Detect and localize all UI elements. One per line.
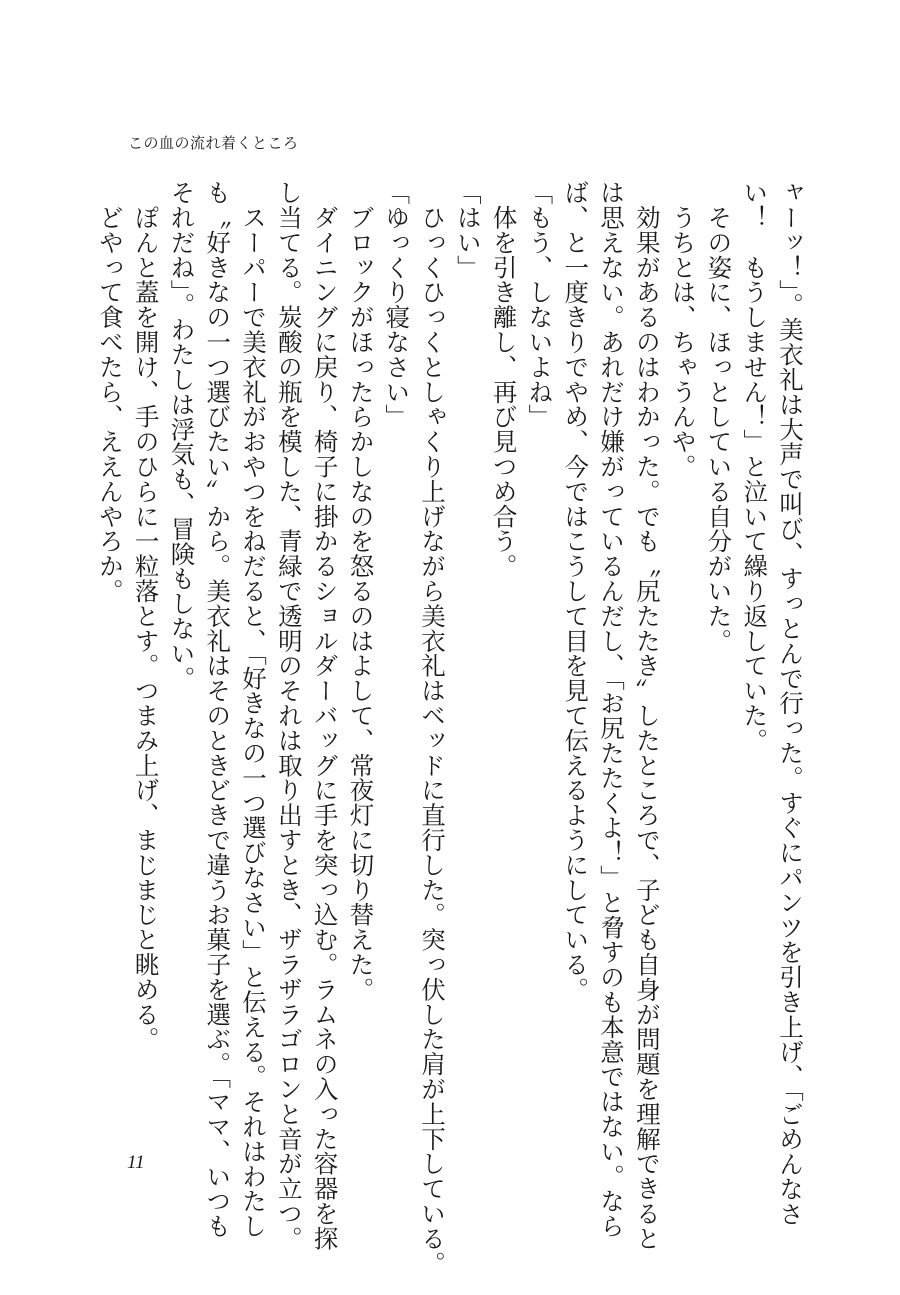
text-line: ダイニングに戻り、椅子に掛かるショルダーバッグに手を突っ込む。ラムネの入った容器を探 bbox=[310, 180, 340, 1251]
text-line: し当てる。炭酸の瓶を模した、青緑で透明のそれは取り出すとき、ザラザラゴロンと音が立つ。 bbox=[274, 180, 304, 1251]
text-line: うちとは、ちゃうんや。 bbox=[668, 180, 698, 479]
page-number: 11 bbox=[127, 1152, 145, 1173]
text-line: は思えない。あれだけ嫌がっているんだし、「お尻たたくよ！」と脅すのも本意ではない。なら bbox=[597, 180, 627, 1239]
text-line: も〝好きなの一つ選びたい〟から。美衣礼はそのときどきで違うお菓子を選ぶ。「ママ、いつも bbox=[203, 180, 233, 1239]
text-line: 「はい」 bbox=[453, 180, 483, 280]
text-line: ひっくひっくとしゃくり上げながら美衣礼はベッドに直行した。突っ伏した肩が上下している。 bbox=[418, 180, 448, 1276]
text-line: それだね」。わたしは浮気も、冒険もしない。 bbox=[167, 180, 197, 691]
running-head: この血の流れ着くところ bbox=[128, 134, 299, 152]
text-line: ャーッ！」。美衣礼は大声で叫び、すっとんで行った。すぐにパンツを引き上げ、「ごめんなさ bbox=[776, 180, 805, 1227]
text-line: 効果があるのはわかった。でも〝尻たたき〟したところで、子ども自身が問題を理解できると bbox=[632, 180, 662, 1251]
text-line: ぽんと蓋を開け、手のひらに一粒落とす。つまみ上げ、まじまじと眺める。 bbox=[131, 180, 161, 1052]
text-line: スーパーで美衣礼がおやつをねだると、「好きなの一つ選びなさい」と伝える。それはわたし bbox=[239, 180, 269, 1239]
text-line: 「ゆっくり寝なさい」 bbox=[382, 180, 412, 429]
text-line: い！ もうしません！」と泣いて繰り返していた。 bbox=[740, 180, 770, 753]
text-line: その姿に、ほっとしている自分がいた。 bbox=[704, 180, 734, 654]
text-line: ば、と一度きりでやめ、今ではこうして目を見て伝えるようにしている。 bbox=[561, 180, 591, 1002]
body-text bbox=[92, 180, 808, 1276]
text-line: ブロックがほったらかしなのを怒るのはよして、常夜灯に切り替えた。 bbox=[346, 180, 376, 1002]
text-line: 体を引き離し、再び見つめ合う。 bbox=[489, 180, 519, 579]
text-line: どやって食べたら、ええんやろか。 bbox=[95, 180, 125, 604]
text-line: 「もう、しないよね」 bbox=[525, 180, 555, 429]
